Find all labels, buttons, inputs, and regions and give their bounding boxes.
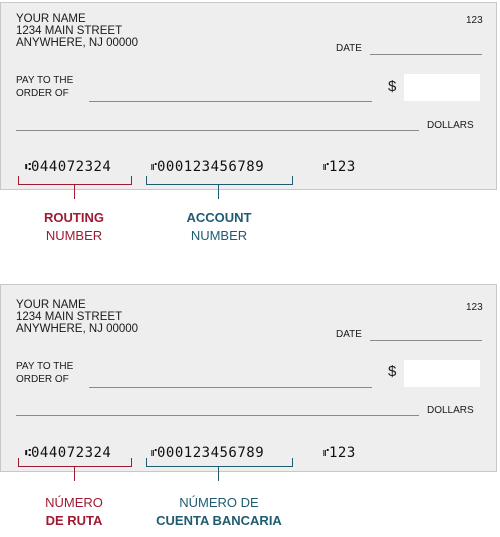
account-label-bottom: CUENTA BANCARIA <box>156 513 282 528</box>
dollar-sign: $ <box>388 78 397 95</box>
account-number: 000123456789 <box>157 445 265 461</box>
transit-symbol-icon: ⑆ <box>25 162 31 173</box>
dollars-label: DOLLARS <box>427 120 474 131</box>
routing-label <box>0 209 154 245</box>
dollar-sign: $ <box>388 363 397 380</box>
routing-bracket-tick <box>74 467 75 481</box>
account-label <box>139 209 299 245</box>
account-number-micr <box>151 159 264 175</box>
check-number: 123 <box>466 302 483 313</box>
routing-bracket <box>18 176 132 185</box>
check-english <box>0 2 497 190</box>
account-holder-street: 1234 MAIN STREET <box>16 25 123 37</box>
account-bracket-tick <box>218 467 219 481</box>
written-amount-line <box>16 415 419 416</box>
dollars-label: DOLLARS <box>427 405 474 416</box>
date-label: DATE <box>336 43 362 54</box>
account-bracket <box>146 458 293 467</box>
on-us-symbol-icon: ⑈ <box>323 162 329 173</box>
check-number: 123 <box>466 15 483 26</box>
on-us-symbol-icon: ⑈ <box>151 162 157 173</box>
account-holder-name: YOUR NAME <box>16 299 86 311</box>
date-label: DATE <box>336 329 362 340</box>
transit-symbol-icon: ⑆ <box>25 448 31 459</box>
amount-box <box>404 74 480 101</box>
account-bracket-tick <box>218 185 219 199</box>
account-number: 000123456789 <box>157 159 265 175</box>
written-amount-line <box>16 130 419 131</box>
account-bracket <box>146 176 293 185</box>
account-label <box>139 494 299 530</box>
routing-number: 044072324 <box>31 445 112 461</box>
account-holder-name: YOUR NAME <box>16 13 86 25</box>
routing-bracket-tick <box>74 185 75 199</box>
pay-to-label-line2: ORDER OF <box>16 374 69 385</box>
pay-to-label-line1: PAY TO THE <box>16 361 74 372</box>
routing-label-bottom: DE RUTA <box>45 513 103 528</box>
date-line <box>370 340 482 341</box>
micr-check-number: 123 <box>329 445 356 461</box>
micr-check-number: 123 <box>329 159 356 175</box>
account-label-top: ACCOUNT <box>186 210 252 225</box>
account-holder-city: ANYWHERE, NJ 00000 <box>16 37 139 49</box>
routing-number: 044072324 <box>31 159 112 175</box>
account-label-top: NÚMERO DE <box>179 495 259 510</box>
amount-box <box>404 360 480 387</box>
routing-label-top: NÚMERO <box>45 495 103 510</box>
check-number-micr <box>323 445 356 461</box>
on-us-symbol-icon: ⑈ <box>323 448 329 459</box>
payee-line <box>89 101 372 102</box>
pay-to-label-line1: PAY TO THE <box>16 75 74 86</box>
on-us-symbol-icon: ⑈ <box>151 448 157 459</box>
routing-label <box>0 494 154 530</box>
routing-label-top: ROUTING <box>44 210 104 225</box>
account-label-bottom: NUMBER <box>190 228 248 243</box>
date-line <box>370 54 482 55</box>
routing-label-bottom: NUMBER <box>45 228 103 243</box>
routing-number-micr <box>25 159 111 175</box>
check-number-micr <box>323 159 356 175</box>
check-spanish <box>0 284 497 472</box>
pay-to-label-line2: ORDER OF <box>16 88 69 99</box>
payee-line <box>89 387 372 388</box>
account-holder-street: 1234 MAIN STREET <box>16 311 123 323</box>
account-holder-city: ANYWHERE, NJ 00000 <box>16 323 139 335</box>
routing-bracket <box>18 458 132 467</box>
